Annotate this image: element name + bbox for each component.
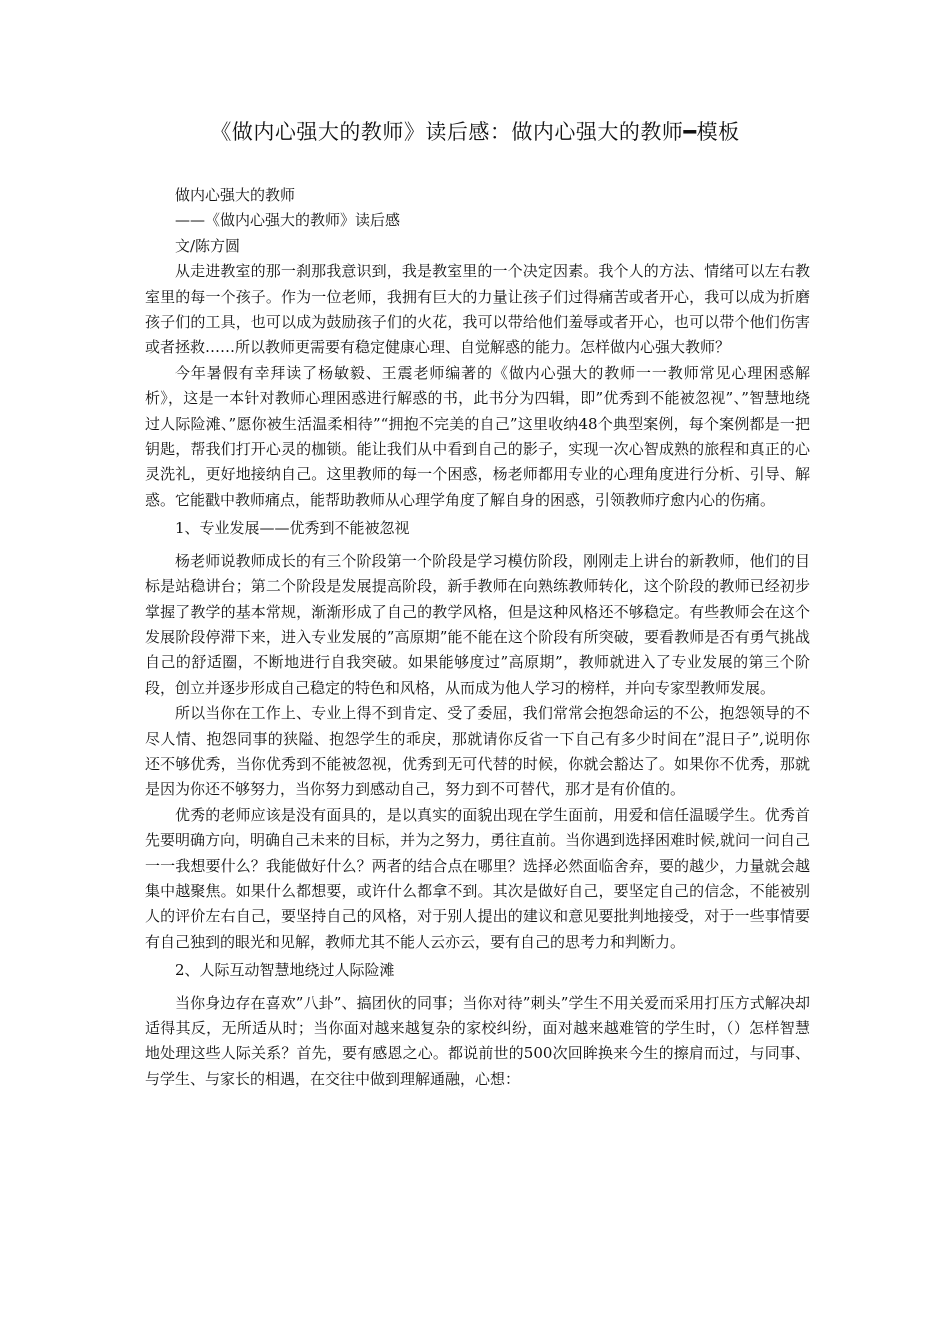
paragraph: 优秀的老师应该是没有面具的，是以真实的面貌出现在学生面前，用爱和信任温暖学生。优秀首先要明确方向，明确自己未来的目标，并为之努力，勇往直前。当你遇到选择困难时候,就问一问自己一一我想要什么？我能做好什么？两者的结合点在哪里？选择必然面临舍弃，要的越少，力量就会越集中越聚焦。如果什么都想要，或许什么都拿不到。其次是做好自己，要坚定自己的信念，不能被别人的评价左右自己，要坚持自己的风格，对于别人提出的建议和意见要批判地接受，对于一些事情要有自己独到的眼光和见解，教师尤其不能人云亦云，要有自己的思考力和判断力。 xyxy=(145,805,810,951)
paragraph: 当你身边存在喜欢”八卦”、搞团伙的同事；当你对待”刺头”学生不用关爱而采用打压方式解决却适得其反，无所适从时；当你面对越来越复杂的家校纠纷，面对越来越难管的学生时，（）怎样智慧地处理这些人际关系？首先，要有感恩之心。都说前世的500次回眸换来今生的擦肩而过，与同事、与学生、与家长的相遇，在交往中做到理解通融，心想： xyxy=(145,993,810,1088)
subtitle-line: ——《做内心强大的教师》读后感 xyxy=(175,211,401,230)
subtitle-line: 做内心强大的教师 xyxy=(175,186,296,204)
paragraph: 杨老师说教师成长的有三个阶段第一个阶段是学习模仿阶段，刚刚走上讲台的新教师，他们的目标是站稳讲台；第二个阶段是发展提高阶段，新手教师在向熟练教师转化，这个阶段的教师已经初步掌握了教学的基本常规，渐渐形成了自己的教学风格，但是这种风格还不够稳定。有些教师会在这个发展阶段停滞下来，进入专业发展的”高原期”能不能在这个阶段有所突破，要看教师是否有勇气挑战自己的舒适圈，不断地进行自我突破。如果能够度过”高原期”，教师就进入了专业发展的第三个阶段，创立并逐步形成自己稳定的特色和风格，从而成为他人学习的榜样，并向专家型教师发展。 xyxy=(145,551,810,697)
spacer xyxy=(145,542,810,546)
paragraph: 今年暑假有幸拜读了杨敏毅、王震老师编著的《做内心强大的教师一一教师常见心理困惑解析》，这是一本针对教师心理困惑进行解惑的书，此书分为四辑，即”优秀到不能被忽视”、”智慧地绕过人际险滩、”愿你被生活温柔相待”“拥抱不完美的自己”这里收纳48个典型案例，每个案例都是一把钥匙，帮我们打开心灵的枷锁。能让我们从中看到自己的影子，实现一次心智成熟的旅程和真正的心灵洗礼，更好地接纳自己。这里教师的每一个困惑，杨老师都用专业的心理角度进行分析、引导、解惑。它能戳中教师痛点，能帮助教师从心理学角度了解自身的困惑，引领教师疗愈内心的伤痛。 xyxy=(145,363,810,509)
author-line: 文/陈方圆 xyxy=(175,236,241,255)
document-body xyxy=(145,183,810,1092)
document-title: 《做内心强大的教师》读后感：做内心强大的教师━模板 xyxy=(210,120,740,144)
paragraph: 从走进教室的那一刹那我意识到，我是教室里的一个决定因素。我个人的方法、情绪可以左右教室里的每一个孩子。作为一位老师，我拥有巨大的力量让孩子们过得痛苦或者开心，我可以成为折磨孩子们的工具，也可以成为鼓励孩子们的火花，我可以带给他们羞辱或者开心，也可以带个他们伤害或者拯救……所以教师更需要有稳定健康心理、自觉解惑的能力。怎样做内心强大教师？ xyxy=(145,262,810,357)
paragraph: 所以当你在工作上、专业上得不到肯定、受了委屈，我们常常会抱怨命运的不公，抱怨领导的不尽人情、抱怨同事的狭隘、抱怨学生的乖戾，那就请你反省一下自己有多少时间在”混日子”,说明你还不够优秀，当你优秀到不能被忽视，优秀到无可代替的时候，你就会豁达了。如果你不优秀，那就是因为你还不够努力，当你努力到感动自己，努力到不可替代，那才是有价值的。 xyxy=(145,704,810,799)
spacer xyxy=(145,984,810,988)
section-heading: 2、人际互动智慧地绕过人际险滩 xyxy=(175,961,395,980)
section-heading: 1、专业发展——优秀到不能被忽视 xyxy=(175,519,410,538)
